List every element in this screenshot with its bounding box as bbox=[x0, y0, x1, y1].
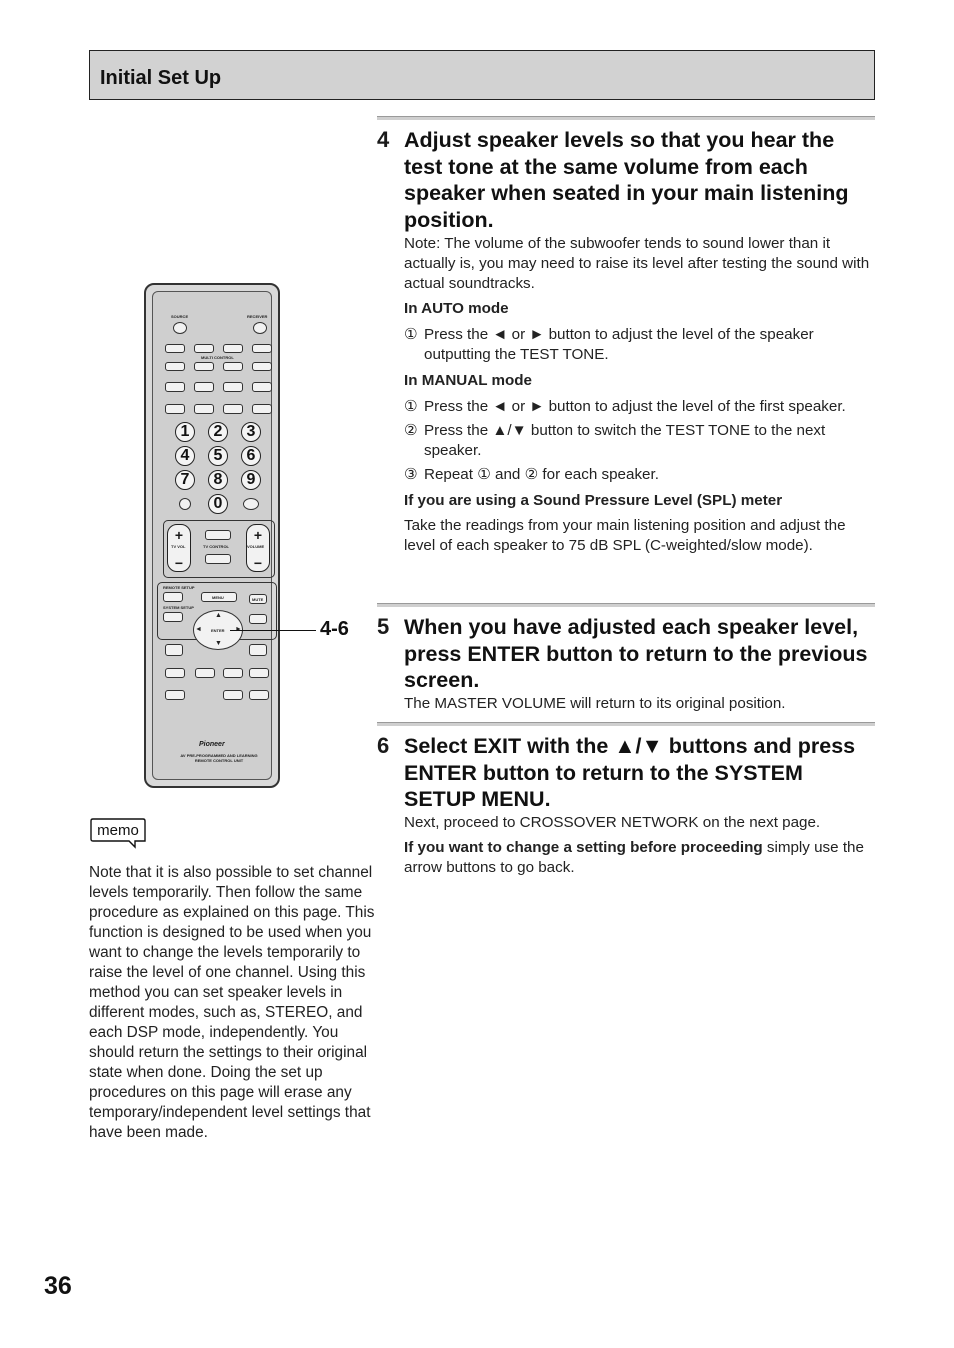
mode-button bbox=[223, 668, 243, 678]
step-5 bbox=[377, 614, 877, 694]
item-text: Press the ◄ or ► button to adjust the level of the first speaker. bbox=[424, 398, 846, 415]
input-button bbox=[165, 344, 185, 353]
step-4-body bbox=[404, 234, 876, 556]
menu-label: MENU bbox=[212, 595, 224, 600]
remote-control-illustration bbox=[144, 283, 280, 788]
mute-label: MUTE bbox=[252, 597, 264, 602]
input-button bbox=[252, 362, 272, 371]
volume-label: VOLUME bbox=[247, 544, 265, 549]
left-arrow-icon: ◄ bbox=[195, 626, 202, 633]
spl-title: If you are using a Sound Pressure Level (SPL) meter bbox=[404, 492, 783, 509]
plus-icon: + bbox=[174, 527, 184, 543]
step-6-hint bbox=[404, 838, 876, 878]
remote-body bbox=[152, 291, 272, 780]
receiver-power-button bbox=[253, 322, 267, 334]
list-item bbox=[404, 325, 876, 365]
source-power-button bbox=[173, 322, 187, 334]
mode-button bbox=[223, 690, 243, 700]
hint-tail: simply use the arrow buttons to go back. bbox=[404, 839, 864, 876]
item-mark: ② bbox=[404, 422, 418, 439]
list-item bbox=[404, 421, 876, 461]
exit-button bbox=[243, 498, 259, 510]
section-title: Initial Set Up bbox=[100, 67, 222, 89]
remote-caption: AV PRE-PROGRAMMED AND LEARNING REMOTE CONTROL UNIT bbox=[180, 753, 258, 763]
guide-button bbox=[179, 498, 191, 510]
tuning-button bbox=[252, 404, 272, 414]
mode-button bbox=[249, 668, 269, 678]
spl-text: Take the readings from your main listening position and adjust the level of each speaker to 75 dB SPL (C-weighted/slow mode). bbox=[404, 517, 846, 554]
mode-button bbox=[195, 668, 215, 678]
input-button bbox=[194, 362, 214, 371]
tuning-button bbox=[223, 404, 243, 414]
minus-icon: − bbox=[174, 555, 184, 571]
effect-button bbox=[163, 612, 183, 622]
item-mark: ① bbox=[404, 398, 418, 415]
system-setup-label: SYSTEM SETUP bbox=[163, 605, 194, 610]
number-key: 5 bbox=[208, 446, 228, 466]
hint-bold: If you want to change a setting before proceeding bbox=[404, 839, 763, 856]
number-key: 9 bbox=[241, 470, 261, 490]
step-heading: When you have adjusted each speaker level, press ENTER button to return to the previous screen. bbox=[404, 615, 868, 692]
plus-icon: + bbox=[253, 527, 263, 543]
mode-button bbox=[165, 668, 185, 678]
tv-power-button bbox=[205, 530, 231, 540]
receiver-label: RECEIVER bbox=[247, 314, 268, 319]
input-button bbox=[223, 362, 243, 371]
tv-func-button bbox=[205, 554, 231, 564]
step-5-body bbox=[404, 694, 876, 714]
item-text: Press the ◄ or ► button to adjust the level of the speaker outputting the TEST TONE. bbox=[424, 326, 814, 363]
number-key: 1 bbox=[175, 422, 195, 442]
list-item bbox=[404, 465, 876, 485]
auto-mode-title: In AUTO mode bbox=[404, 300, 509, 317]
tuning-button bbox=[165, 404, 185, 414]
step-6 bbox=[377, 733, 877, 813]
step-number: 4 bbox=[377, 127, 390, 152]
subwoofer-note: Note: The volume of the subwoofer tends to sound lower than it actually is, you may need to raise its level after testing the sound with actual soundtracks. bbox=[404, 235, 870, 292]
transport-button bbox=[252, 382, 272, 392]
multi-control-label: MULTI CONTROL bbox=[201, 355, 234, 360]
function-button bbox=[249, 614, 267, 624]
divider-step5 bbox=[377, 603, 875, 607]
memo-badge-label: memo bbox=[97, 822, 139, 839]
input-button bbox=[252, 344, 272, 353]
number-key: 4 bbox=[175, 446, 195, 466]
step-4 bbox=[377, 127, 877, 233]
mode-button bbox=[249, 690, 269, 700]
section-header bbox=[89, 50, 875, 100]
memo-icon bbox=[89, 817, 147, 849]
step-number: 5 bbox=[377, 614, 390, 639]
enter-label: ENTER bbox=[211, 628, 225, 633]
divider-step4 bbox=[377, 116, 875, 120]
tv-vol-label: TV VOL bbox=[171, 544, 186, 549]
step-number: 6 bbox=[377, 733, 390, 758]
number-key: 8 bbox=[208, 470, 228, 490]
manual-mode-title: In MANUAL mode bbox=[404, 372, 532, 389]
number-key: 6 bbox=[241, 446, 261, 466]
callout-leader-line bbox=[230, 630, 316, 631]
up-arrow-icon: ▲ bbox=[215, 612, 222, 619]
number-key: 2 bbox=[208, 422, 228, 442]
item-text: Repeat ① and ② for each speaker. bbox=[424, 466, 659, 483]
mute-button bbox=[249, 594, 267, 604]
tv-control-label: TV CONTROL bbox=[203, 544, 229, 549]
item-mark: ③ bbox=[404, 466, 418, 483]
light-button bbox=[165, 690, 185, 700]
page-number: 36 bbox=[44, 1272, 72, 1300]
pioneer-logo: Pioneer bbox=[199, 741, 225, 748]
number-key: 7 bbox=[175, 470, 195, 490]
number-key: 3 bbox=[241, 422, 261, 442]
step-6-text: Next, proceed to CROSSOVER NETWORK on the next page. bbox=[404, 814, 821, 831]
item-mark: ① bbox=[404, 326, 418, 343]
input-button bbox=[165, 362, 185, 371]
step-5-text: The MASTER VOLUME will return to its original position. bbox=[404, 695, 786, 712]
step-6-body bbox=[404, 813, 876, 878]
memo-text: Note that it is also possible to set channel levels temporarily. Then follow the same procedure as explained on this page. This function is designed to be used when you want to change the levels temporarily to raise the level of one channel. Using this method you can set speaker levels in different modes, such as, STEREO, and each DSP mode, independently. You should return the settings to their original state when done. Doing the set up procedures on this page will erase any temporary/independent level settings that have been made. bbox=[89, 864, 375, 1141]
item-text: Press the ▲/▼ button to switch the TEST TONE to the next speaker. bbox=[424, 422, 826, 459]
minus-icon: − bbox=[253, 555, 263, 571]
dsp-button bbox=[165, 644, 183, 656]
transport-button bbox=[223, 382, 243, 392]
transport-button bbox=[194, 382, 214, 392]
step-heading: Adjust speaker levels so that you hear the test tone at the same volume from each speaker when seated in your main listening position. bbox=[404, 128, 849, 232]
input-button bbox=[223, 344, 243, 353]
step-heading: Select EXIT with the ▲/▼ buttons and press ENTER button to return to the SYSTEM SETUP MENU. bbox=[404, 734, 856, 811]
number-key: 0 bbox=[208, 494, 228, 514]
source-label: SOURCE bbox=[171, 314, 189, 319]
input-button bbox=[194, 344, 214, 353]
down-arrow-icon: ▼ bbox=[215, 640, 222, 647]
menu-button bbox=[201, 592, 237, 602]
list-item bbox=[404, 397, 876, 417]
dsp-button bbox=[249, 644, 267, 656]
remote-setup-label: REMOTE SETUP bbox=[163, 585, 195, 590]
divider-step6 bbox=[377, 722, 875, 726]
tuning-button bbox=[194, 404, 214, 414]
transport-button bbox=[165, 382, 185, 392]
input-att-button bbox=[163, 592, 183, 602]
step-callout: 4-6 bbox=[320, 618, 349, 640]
